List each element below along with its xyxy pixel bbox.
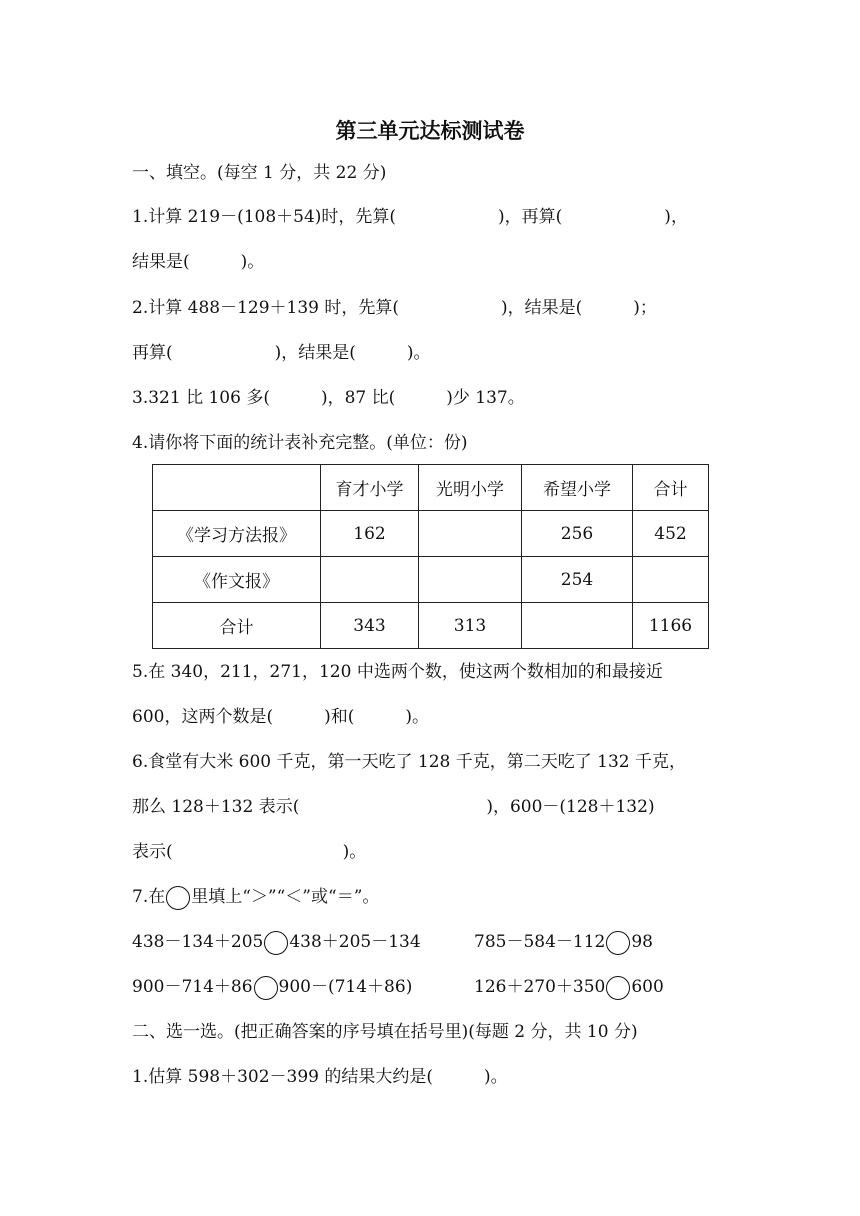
compare-right: 600 bbox=[631, 977, 664, 997]
section1-heading: 一、填空。(每空 1 分，共 22 分) bbox=[132, 163, 387, 183]
circle-blank[interactable] bbox=[254, 976, 278, 1000]
table-cell: 《学习方法报》 bbox=[153, 511, 321, 557]
table-row bbox=[153, 557, 709, 603]
table-header-row bbox=[153, 465, 709, 511]
table-row bbox=[153, 603, 709, 649]
q3: 3.321 比 106 多( )，87 比( )少 137。 bbox=[132, 388, 525, 408]
q6-line3: 表示( )。 bbox=[132, 842, 367, 862]
table-cell bbox=[321, 557, 419, 603]
compare-item bbox=[132, 975, 412, 1000]
compare-left: 900－714＋86 bbox=[132, 977, 253, 997]
circle-blank[interactable] bbox=[264, 931, 288, 955]
table-cell bbox=[633, 557, 709, 603]
table-cell: 《作文报》 bbox=[153, 557, 321, 603]
table-cell: 合计 bbox=[153, 603, 321, 649]
table-header-cell: 育才小学 bbox=[321, 465, 419, 511]
table-cell: 1166 bbox=[633, 603, 709, 649]
table-header-cell bbox=[153, 465, 321, 511]
q4: 4.请你将下面的统计表补充完整。(单位：份) bbox=[132, 433, 468, 453]
table-cell: 452 bbox=[633, 511, 709, 557]
circle-blank[interactable] bbox=[606, 976, 630, 1000]
table-cell bbox=[522, 603, 633, 649]
table-cell: 343 bbox=[321, 603, 419, 649]
circle-blank bbox=[166, 886, 190, 910]
table-cell bbox=[419, 557, 522, 603]
circle-blank[interactable] bbox=[606, 931, 630, 955]
table-header-cell: 光明小学 bbox=[419, 465, 522, 511]
q1-line2: 结果是( )。 bbox=[132, 252, 265, 272]
compare-item bbox=[132, 930, 421, 955]
table-cell bbox=[419, 511, 522, 557]
section2-heading: 二、选一选。(把正确答案的序号填在括号里)(每题 2 分，共 10 分) bbox=[132, 1022, 638, 1042]
table-cell: 254 bbox=[522, 557, 633, 603]
table-header-cell: 合计 bbox=[633, 465, 709, 511]
compare-right: 438＋205－134 bbox=[289, 932, 421, 952]
table-cell: 162 bbox=[321, 511, 419, 557]
q5-line1: 5.在 340，211，271，120 中选两个数，使这两个数相加的和最接近 bbox=[132, 662, 663, 682]
q5-line2: 600，这两个数是( )和( )。 bbox=[132, 707, 429, 727]
compare-right: 98 bbox=[631, 932, 653, 952]
table-cell: 313 bbox=[419, 603, 522, 649]
compare-left: 785－584－112 bbox=[474, 932, 606, 952]
statistics-table bbox=[152, 464, 709, 649]
q2-line1: 2.计算 488－129＋139 时，先算( )，结果是( )； bbox=[132, 298, 657, 318]
compare-left: 126＋270＋350 bbox=[474, 977, 606, 997]
q7-pre: 7.在 bbox=[132, 887, 166, 907]
table-row bbox=[153, 511, 709, 557]
table-header-cell: 希望小学 bbox=[522, 465, 633, 511]
page-title: 第三单元达标测试卷 bbox=[335, 119, 525, 143]
compare-item bbox=[474, 930, 653, 955]
s2-q1: 1.估算 598＋302－399 的结果大约是( )。 bbox=[132, 1067, 508, 1087]
q6-line2: 那么 128＋132 表示( )，600－(128＋132) bbox=[132, 797, 655, 817]
q7-instruction bbox=[132, 885, 379, 910]
q1-line1: 1.计算 219－(108＋54)时，先算( )，再算( )， bbox=[132, 207, 688, 227]
q2-line2: 再算( )，结果是( )。 bbox=[132, 343, 431, 363]
compare-item bbox=[474, 975, 664, 1000]
table-cell: 256 bbox=[522, 511, 633, 557]
compare-right: 900－(714＋86) bbox=[278, 977, 413, 997]
q6-line1: 6.食堂有大米 600 千克，第一天吃了 128 千克，第二天吃了 132 千克， bbox=[132, 752, 686, 772]
q7-post: 里填上“＞”“＜”或“＝”。 bbox=[191, 887, 380, 907]
compare-left: 438－134＋205 bbox=[132, 932, 264, 952]
